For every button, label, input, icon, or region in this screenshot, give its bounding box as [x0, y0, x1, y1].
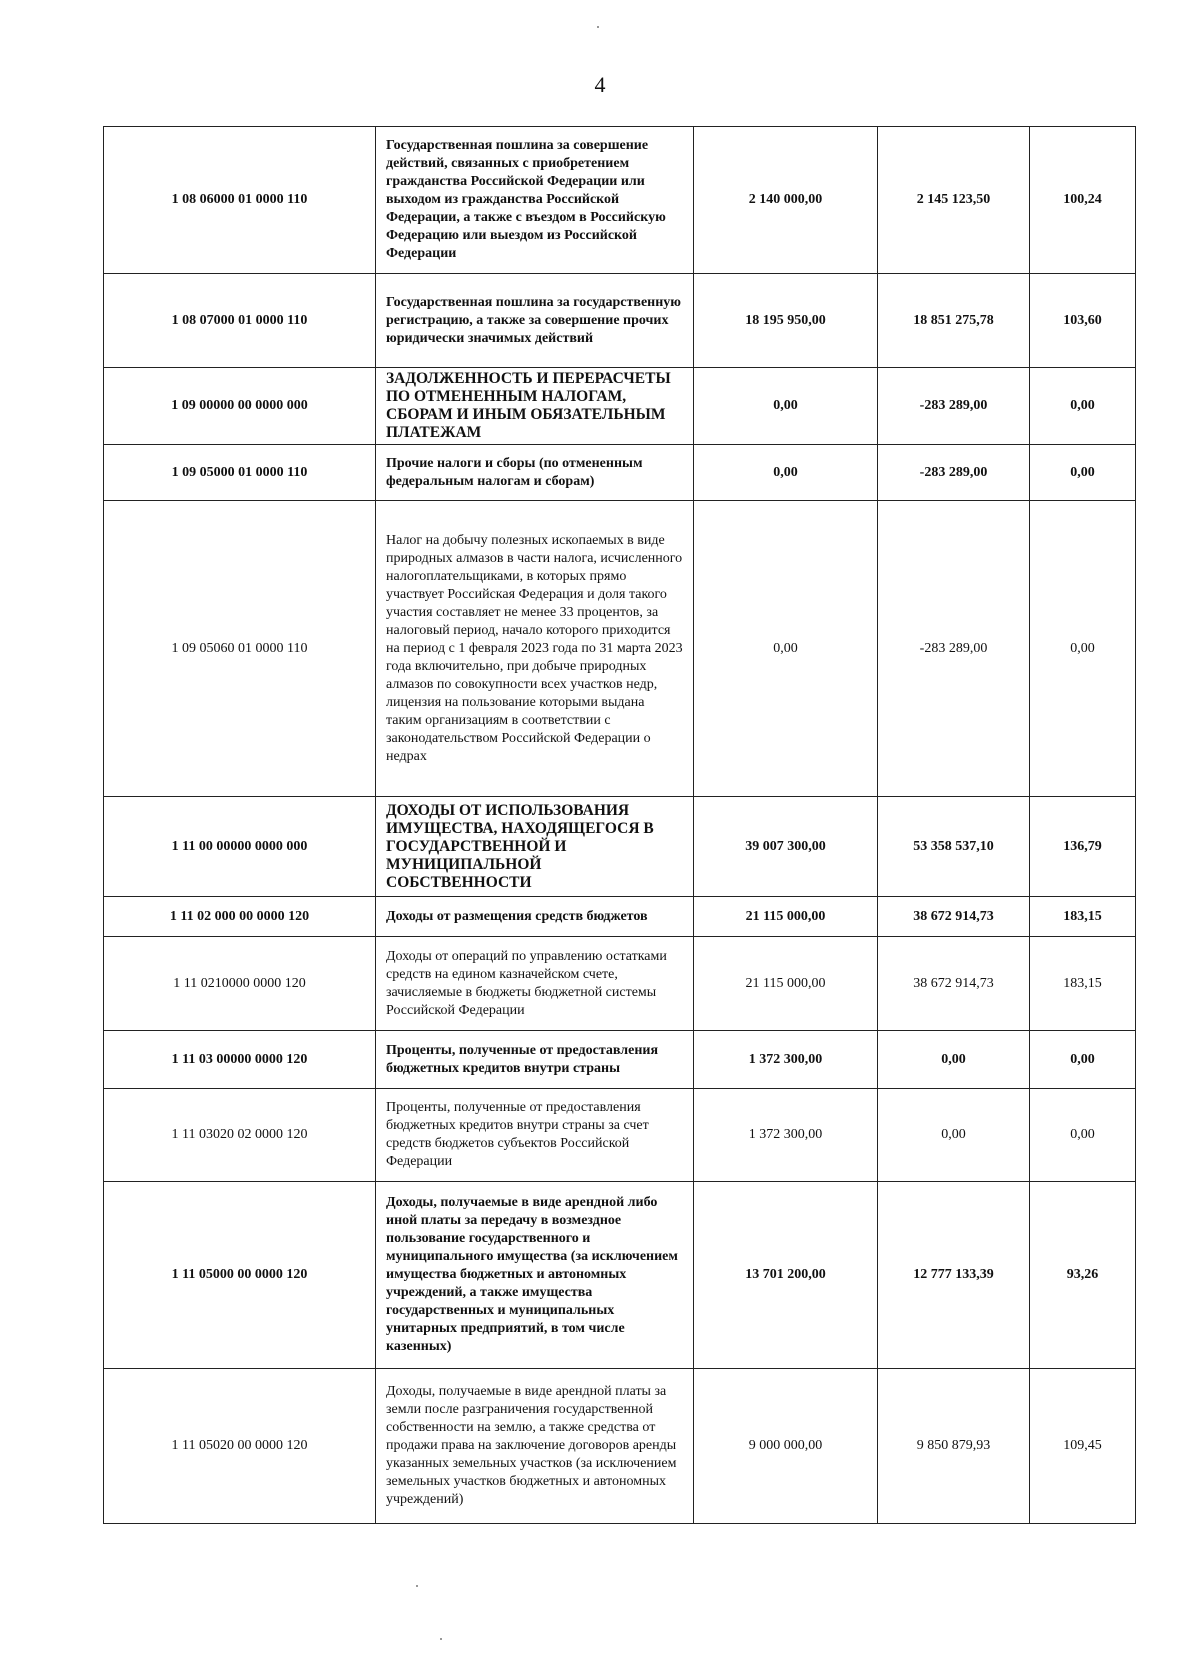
execution-percent: 183,15 — [1030, 897, 1136, 937]
table-row — [104, 897, 1136, 937]
plan-amount: 0,00 — [694, 501, 878, 797]
revenue-name: Налог на добычу полезных ископаемых в виде природных алмазов в части налога, исчисленного налогоплательщиками, в которых прямо участвует Российская Федерация и доля такого участия составляет не менее 33 процентов, за налоговый период, начало которого приходится на период с 1 февраля 2023 года по 31 марта 2023 года включительно, при добыче природных алмазов по совокупности всех участков недр, лицензия на пользование которыми выдана таким организациям в соответствии с законодательством Российской Федерации о недрах — [376, 501, 694, 797]
execution-percent: 0,00 — [1030, 445, 1136, 501]
table-row — [104, 1031, 1136, 1089]
fact-amount: 0,00 — [878, 1031, 1030, 1089]
table-row — [104, 445, 1136, 501]
execution-percent: 109,45 — [1030, 1369, 1136, 1524]
revenue-name: Государственная пошлина за государственную регистрацию, а также за совершение прочих юридически значимых действий — [376, 274, 694, 368]
budget-code: 1 11 00 00000 0000 000 — [104, 797, 376, 897]
plan-amount: 0,00 — [694, 445, 878, 501]
execution-percent: 103,60 — [1030, 274, 1136, 368]
revenue-name: Доходы от размещения средств бюджетов — [376, 897, 694, 937]
scan-speck — [440, 1638, 442, 1640]
table-row — [104, 1182, 1136, 1369]
execution-percent: 0,00 — [1030, 368, 1136, 445]
fact-amount: -283 289,00 — [878, 445, 1030, 501]
table-row — [104, 797, 1136, 897]
revenue-name: Доходы от операций по управлению остатками средств на едином казначейском счете, зачисляемые в бюджеты бюджетной системы Российской Федерации — [376, 937, 694, 1031]
budget-code: 1 11 05020 00 0000 120 — [104, 1369, 376, 1524]
plan-amount: 21 115 000,00 — [694, 897, 878, 937]
plan-amount: 18 195 950,00 — [694, 274, 878, 368]
execution-percent: 93,26 — [1030, 1182, 1136, 1369]
revenue-name: Прочие налоги и сборы (по отмененным федеральным налогам и сборам) — [376, 445, 694, 501]
revenue-name: Доходы, получаемые в виде арендной платы за земли после разграничения государственной собственности на землю, а также средства от продажи права на заключение договоров аренды указанных земельных участков (за исключением земельных участков бюджетных и автономных учреждений) — [376, 1369, 694, 1524]
budget-code: 1 11 05000 00 0000 120 — [104, 1182, 376, 1369]
budget-code: 1 11 0210000 0000 120 — [104, 937, 376, 1031]
fact-amount: 38 672 914,73 — [878, 897, 1030, 937]
page-number: 4 — [594, 72, 606, 97]
revenue-name: Проценты, полученные от предоставления бюджетных кредитов внутри страны — [376, 1031, 694, 1089]
fact-amount: -283 289,00 — [878, 368, 1030, 445]
budget-code: 1 09 00000 00 0000 000 — [104, 368, 376, 445]
plan-amount: 2 140 000,00 — [694, 127, 878, 274]
table-row — [104, 1369, 1136, 1524]
budget-code: 1 09 05060 01 0000 110 — [104, 501, 376, 797]
execution-percent: 100,24 — [1030, 127, 1136, 274]
revenue-name: Доходы, получаемые в виде арендной либо иной платы за передачу в возмездное пользование государственного и муниципального имущества (за исключением имущества бюджетных и автономных учреждений, а также имущества государственных и муниципальных унитарных предприятий, в том числе казенных) — [376, 1182, 694, 1369]
scan-speck — [416, 1585, 418, 1587]
table-row — [104, 274, 1136, 368]
fact-amount: -283 289,00 — [878, 501, 1030, 797]
revenue-name: ЗАДОЛЖЕННОСТЬ И ПЕРЕРАСЧЕТЫ ПО ОТМЕНЕННЫМ НАЛОГАМ, СБОРАМ И ИНЫМ ОБЯЗАТЕЛЬНЫМ ПЛАТЕЖАМ — [376, 368, 694, 445]
execution-percent: 183,15 — [1030, 937, 1136, 1031]
revenue-name: Проценты, полученные от предоставления бюджетных кредитов внутри страны за счет средств бюджетов субъектов Российской Федерации — [376, 1089, 694, 1182]
budget-code: 1 08 07000 01 0000 110 — [104, 274, 376, 368]
execution-percent: 0,00 — [1030, 1031, 1136, 1089]
execution-percent: 136,79 — [1030, 797, 1136, 897]
fact-amount: 53 358 537,10 — [878, 797, 1030, 897]
table-row — [104, 368, 1136, 445]
plan-amount: 1 372 300,00 — [694, 1089, 878, 1182]
budget-code: 1 08 06000 01 0000 110 — [104, 127, 376, 274]
plan-amount: 39 007 300,00 — [694, 797, 878, 897]
table-row — [104, 937, 1136, 1031]
plan-amount: 13 701 200,00 — [694, 1182, 878, 1369]
fact-amount: 38 672 914,73 — [878, 937, 1030, 1031]
fact-amount: 0,00 — [878, 1089, 1030, 1182]
revenue-name: ДОХОДЫ ОТ ИСПОЛЬЗОВАНИЯ ИМУЩЕСТВА, НАХОДЯЩЕГОСЯ В ГОСУДАРСТВЕННОЙ И МУНИЦИПАЛЬНОЙ СОБСТВЕННОСТИ — [376, 797, 694, 897]
table-row — [104, 127, 1136, 274]
revenue-name: Государственная пошлина за совершение действий, связанных с приобретением гражданства Российской Федерации или выходом из гражданства Российской Федерации, а также с въездом в Российскую Федерацию или выездом из Российской Федерации — [376, 127, 694, 274]
plan-amount: 21 115 000,00 — [694, 937, 878, 1031]
budget-code: 1 11 03020 02 0000 120 — [104, 1089, 376, 1182]
execution-percent: 0,00 — [1030, 501, 1136, 797]
plan-amount: 9 000 000,00 — [694, 1369, 878, 1524]
fact-amount: 18 851 275,78 — [878, 274, 1030, 368]
fact-amount: 9 850 879,93 — [878, 1369, 1030, 1524]
budget-code: 1 11 03 00000 0000 120 — [104, 1031, 376, 1089]
budget-revenue-table — [103, 126, 1136, 1524]
budget-code: 1 11 02 000 00 0000 120 — [104, 897, 376, 937]
fact-amount: 2 145 123,50 — [878, 127, 1030, 274]
table-row — [104, 501, 1136, 797]
plan-amount: 1 372 300,00 — [694, 1031, 878, 1089]
scan-speck — [597, 26, 599, 28]
execution-percent: 0,00 — [1030, 1089, 1136, 1182]
budget-code: 1 09 05000 01 0000 110 — [104, 445, 376, 501]
plan-amount: 0,00 — [694, 368, 878, 445]
table-row — [104, 1089, 1136, 1182]
fact-amount: 12 777 133,39 — [878, 1182, 1030, 1369]
